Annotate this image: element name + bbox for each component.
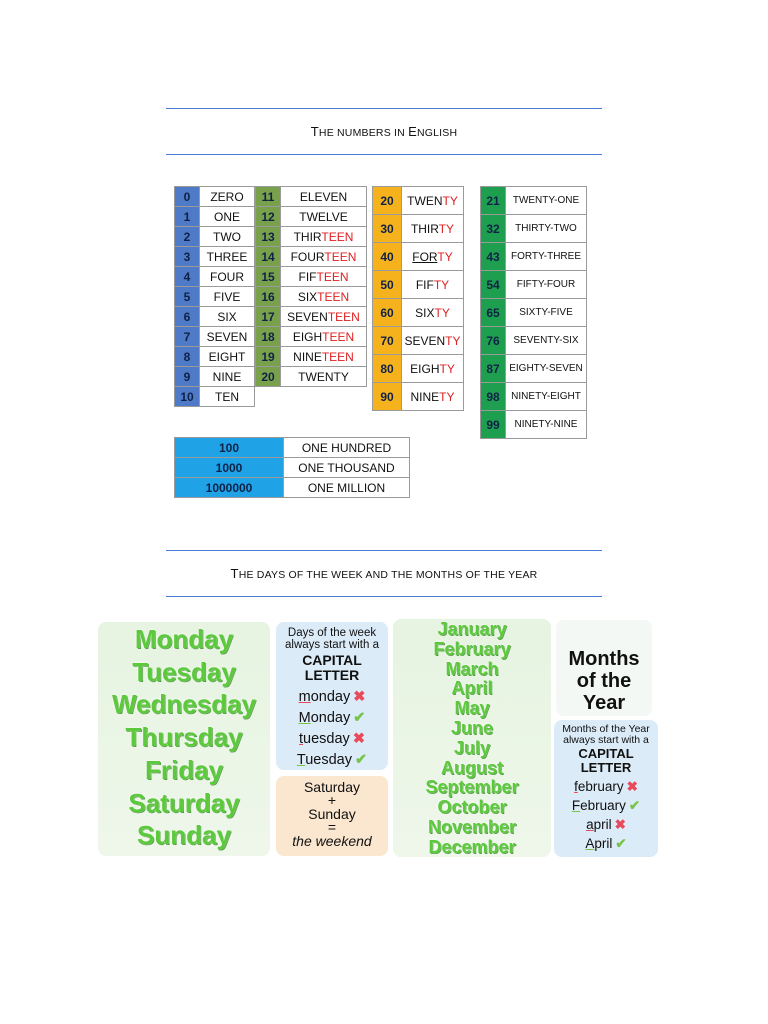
word-cell: NINETY-NINE bbox=[506, 411, 587, 439]
days-rule-line2: always start with a bbox=[285, 639, 379, 651]
table-row bbox=[373, 327, 464, 355]
word-cell bbox=[402, 355, 464, 383]
word-cell bbox=[281, 347, 367, 367]
example-first-letter: A bbox=[585, 836, 595, 851]
days-rule-line1: Days of the week bbox=[287, 627, 377, 639]
month-name: August bbox=[441, 757, 503, 778]
example-rest: ebruary bbox=[577, 779, 624, 794]
word-cell: NINE bbox=[200, 367, 255, 387]
table-row bbox=[373, 243, 464, 271]
weekend-saturday: Saturday bbox=[303, 779, 361, 795]
example-row bbox=[554, 796, 658, 815]
number-cell: 70 bbox=[373, 327, 402, 355]
word-cell bbox=[281, 227, 367, 247]
word-cell bbox=[281, 207, 367, 227]
number-cell: 13 bbox=[256, 227, 281, 247]
table-row bbox=[175, 207, 255, 227]
number-cell: 98 bbox=[481, 383, 506, 411]
numbers-heading bbox=[166, 124, 602, 139]
word-suffix: TY bbox=[434, 305, 450, 320]
word-base: TWENTY bbox=[298, 369, 349, 384]
word-cell bbox=[402, 383, 464, 411]
table-row bbox=[256, 227, 367, 247]
number-cell: 17 bbox=[256, 307, 281, 327]
numbers-table-0-10 bbox=[174, 186, 255, 407]
example-rest: uesday bbox=[305, 752, 352, 768]
day-name: Friday bbox=[144, 754, 224, 785]
month-name: September bbox=[425, 777, 519, 798]
word-cell: TEN bbox=[200, 387, 255, 407]
word-cell bbox=[281, 267, 367, 287]
example-first-letter: M bbox=[298, 710, 311, 726]
cross-icon: ✖ bbox=[626, 779, 638, 794]
numbers-table-11-20 bbox=[255, 186, 367, 387]
days-examples bbox=[276, 687, 388, 771]
check-icon: ✔ bbox=[628, 798, 641, 813]
number-cell: 16 bbox=[256, 287, 281, 307]
table-row bbox=[373, 187, 464, 215]
top-rule-1 bbox=[166, 108, 602, 109]
check-icon: ✔ bbox=[615, 836, 627, 851]
number-cell: 15 bbox=[256, 267, 281, 287]
word-suffix: TY bbox=[439, 361, 455, 376]
word-suffix: TEEN bbox=[321, 349, 354, 364]
number-cell: 30 bbox=[373, 215, 402, 243]
word-cell bbox=[281, 367, 367, 387]
table-row bbox=[256, 347, 367, 367]
number-cell: 50 bbox=[373, 271, 402, 299]
months-rule-capital: CAPITAL bbox=[578, 746, 634, 761]
number-cell: 20 bbox=[256, 367, 281, 387]
word-cell: FORTY-THREE bbox=[506, 243, 587, 271]
month-name: December bbox=[428, 836, 516, 857]
table-row bbox=[373, 271, 464, 299]
month-name: March bbox=[445, 658, 499, 679]
word-cell bbox=[402, 299, 464, 327]
example-row bbox=[554, 777, 658, 796]
word-suffix: TEEN bbox=[322, 329, 355, 344]
check-icon: ✔ bbox=[354, 752, 368, 768]
months-title-line3: Year bbox=[582, 692, 626, 714]
number-cell: 21 bbox=[481, 187, 506, 215]
word-base: FOR bbox=[412, 249, 438, 264]
number-cell: 2 bbox=[175, 227, 200, 247]
numbers-table-tens bbox=[372, 186, 464, 411]
day-name: Saturday bbox=[128, 787, 240, 818]
word-cell: FIFTY-FOUR bbox=[506, 271, 587, 299]
word-cell: TWO bbox=[200, 227, 255, 247]
table-row bbox=[256, 367, 367, 387]
word-cell bbox=[281, 187, 367, 207]
number-cell: 65 bbox=[481, 299, 506, 327]
months-title-line1: Months bbox=[568, 648, 640, 670]
number-cell: 40 bbox=[373, 243, 402, 271]
word-cell: SEVENTY-SIX bbox=[506, 327, 587, 355]
number-cell: 19 bbox=[256, 347, 281, 367]
word-base: ELEVEN bbox=[299, 189, 348, 204]
word-suffix: TEEN bbox=[321, 229, 354, 244]
number-cell: 10 bbox=[175, 387, 200, 407]
table-row bbox=[175, 187, 255, 207]
word-cell: ONE HUNDRED bbox=[284, 438, 410, 458]
number-cell: 7 bbox=[175, 327, 200, 347]
table-row bbox=[256, 287, 367, 307]
days-months-heading bbox=[166, 566, 602, 581]
table-row bbox=[373, 299, 464, 327]
number-cell: 80 bbox=[373, 355, 402, 383]
cross-icon: ✖ bbox=[614, 817, 626, 832]
word-cell bbox=[281, 327, 367, 347]
word-cell bbox=[402, 327, 464, 355]
word-cell: ONE THOUSAND bbox=[284, 458, 410, 478]
table-row bbox=[175, 367, 255, 387]
bottom-rule-1 bbox=[166, 154, 602, 155]
day-name: Sunday bbox=[137, 820, 231, 851]
weekend-panel bbox=[276, 776, 388, 856]
month-name: April bbox=[451, 678, 493, 699]
number-cell: 12 bbox=[256, 207, 281, 227]
example-rest: onday bbox=[310, 689, 351, 705]
table-row bbox=[373, 383, 464, 411]
example-first-letter: f bbox=[574, 779, 578, 794]
word-suffix: TY bbox=[445, 333, 461, 348]
months-examples bbox=[554, 777, 658, 853]
word-suffix: TY bbox=[437, 249, 453, 264]
day-name: Wednesday bbox=[111, 689, 256, 720]
word-cell: EIGHTY-SEVEN bbox=[506, 355, 587, 383]
number-cell: 1000 bbox=[175, 458, 284, 478]
bottom-rule-2 bbox=[166, 596, 602, 597]
months-rule-line1: Months of the Year bbox=[562, 723, 650, 735]
day-name: Monday bbox=[134, 624, 234, 654]
table-row bbox=[256, 307, 367, 327]
table-row bbox=[256, 187, 367, 207]
table-row bbox=[481, 327, 587, 355]
heading-cap: T bbox=[310, 124, 319, 139]
number-cell: 18 bbox=[256, 327, 281, 347]
word-base: THIR bbox=[410, 221, 439, 236]
word-cell: THIRTY-TWO bbox=[506, 215, 587, 243]
heading-cap: T bbox=[230, 566, 239, 581]
months-title-panel bbox=[556, 620, 652, 716]
table-row bbox=[481, 411, 587, 439]
table-row bbox=[481, 383, 587, 411]
word-cell: NINETY-EIGHT bbox=[506, 383, 587, 411]
example-first-letter: a bbox=[586, 817, 594, 832]
number-cell: 90 bbox=[373, 383, 402, 411]
number-cell: 43 bbox=[481, 243, 506, 271]
weekend-plus: + bbox=[327, 792, 337, 808]
heading-cap: E bbox=[408, 124, 417, 139]
word-cell: SIXTY-FIVE bbox=[506, 299, 587, 327]
months-list bbox=[393, 619, 551, 858]
number-cell: 1 bbox=[175, 207, 200, 227]
table-row bbox=[481, 355, 587, 383]
number-cell: 3 bbox=[175, 247, 200, 267]
word-base: THIR bbox=[293, 229, 322, 244]
number-cell: 99 bbox=[481, 411, 506, 439]
example-rest: pril bbox=[593, 817, 612, 832]
days-rule-capital: CAPITAL bbox=[302, 652, 362, 668]
word-cell: SEVEN bbox=[200, 327, 255, 347]
cross-icon: ✖ bbox=[352, 731, 365, 747]
word-cell bbox=[402, 271, 464, 299]
table-row bbox=[175, 478, 410, 498]
word-suffix: TY bbox=[433, 277, 450, 292]
month-name: November bbox=[427, 816, 517, 837]
number-cell: 100 bbox=[175, 438, 284, 458]
example-rest: ebruary bbox=[580, 798, 626, 813]
table-row bbox=[256, 267, 367, 287]
example-rest: pril bbox=[594, 836, 613, 851]
table-row bbox=[481, 299, 587, 327]
example-row bbox=[554, 815, 658, 834]
example-first-letter: T bbox=[296, 752, 306, 768]
word-suffix: TEEN bbox=[316, 269, 349, 284]
word-base: FOUR bbox=[290, 249, 325, 264]
weekend-equals: = bbox=[327, 819, 337, 835]
table-row bbox=[175, 287, 255, 307]
table-row bbox=[175, 387, 255, 407]
table-row bbox=[175, 247, 255, 267]
word-cell: TWENTY-ONE bbox=[506, 187, 587, 215]
number-cell: 32 bbox=[481, 215, 506, 243]
table-row bbox=[175, 307, 255, 327]
number-cell: 4 bbox=[175, 267, 200, 287]
word-cell: ZERO bbox=[200, 187, 255, 207]
month-name: June bbox=[450, 717, 493, 738]
check-icon: ✔ bbox=[353, 710, 366, 726]
month-name: May bbox=[454, 698, 490, 719]
table-row bbox=[481, 187, 587, 215]
numbers-table-compound bbox=[480, 186, 587, 439]
days-panel bbox=[98, 622, 270, 856]
number-cell: 76 bbox=[481, 327, 506, 355]
months-rule-panel bbox=[554, 720, 658, 857]
word-cell: THREE bbox=[200, 247, 255, 267]
month-name: July bbox=[453, 737, 491, 758]
month-name: January bbox=[437, 619, 507, 639]
word-cell: ONE MILLION bbox=[284, 478, 410, 498]
table-row bbox=[373, 355, 464, 383]
word-base: SIX bbox=[297, 289, 318, 304]
table-row bbox=[175, 267, 255, 287]
word-base: SIX bbox=[415, 305, 435, 320]
number-cell: 1000000 bbox=[175, 478, 284, 498]
word-cell bbox=[402, 187, 464, 215]
word-suffix: TY bbox=[442, 193, 458, 208]
word-base: EIGH bbox=[292, 329, 323, 344]
months-title-line2: of the bbox=[576, 670, 632, 692]
table-row bbox=[256, 207, 367, 227]
example-row bbox=[276, 750, 388, 771]
days-rule-panel bbox=[276, 622, 388, 770]
weekend-result: the weekend bbox=[292, 833, 372, 849]
word-cell bbox=[281, 247, 367, 267]
number-cell: 11 bbox=[256, 187, 281, 207]
top-rule-2 bbox=[166, 550, 602, 551]
number-cell: 20 bbox=[373, 187, 402, 215]
table-row bbox=[481, 215, 587, 243]
word-base: SEVEN bbox=[404, 333, 446, 348]
table-row bbox=[256, 327, 367, 347]
word-suffix: TEEN bbox=[324, 249, 357, 264]
heading-text: HE DAYS OF THE WEEK AND THE MONTHS OF THE YEAR bbox=[238, 569, 538, 581]
word-cell: SIX bbox=[200, 307, 255, 327]
table-row bbox=[175, 327, 255, 347]
heading-text: HE NUMBERS IN bbox=[318, 127, 409, 139]
number-cell: 5 bbox=[175, 287, 200, 307]
example-first-letter: m bbox=[298, 689, 311, 705]
example-rest: uesday bbox=[303, 731, 350, 747]
word-cell: FIVE bbox=[200, 287, 255, 307]
table-row bbox=[256, 247, 367, 267]
word-suffix: TY bbox=[439, 389, 455, 404]
example-row bbox=[276, 687, 388, 708]
heading-text: NGLISH bbox=[416, 127, 458, 139]
number-cell: 87 bbox=[481, 355, 506, 383]
word-cell: ONE bbox=[200, 207, 255, 227]
example-first-letter: t bbox=[299, 731, 304, 747]
table-row bbox=[175, 458, 410, 478]
word-suffix: TY bbox=[438, 221, 455, 236]
example-first-letter: F bbox=[571, 798, 581, 813]
word-cell bbox=[402, 243, 464, 271]
days-list bbox=[98, 622, 270, 852]
number-cell: 54 bbox=[481, 271, 506, 299]
number-cell: 6 bbox=[175, 307, 200, 327]
month-name: February bbox=[433, 638, 511, 659]
number-cell: 9 bbox=[175, 367, 200, 387]
example-rest: onday bbox=[310, 710, 351, 726]
word-base: NINE bbox=[410, 389, 440, 404]
word-cell: EIGHT bbox=[200, 347, 255, 367]
word-base: EIGH bbox=[410, 361, 440, 376]
word-base: FIF bbox=[415, 277, 434, 292]
example-row bbox=[276, 729, 388, 750]
number-cell: 14 bbox=[256, 247, 281, 267]
word-base: TWELVE bbox=[299, 209, 348, 224]
table-row bbox=[373, 215, 464, 243]
table-row bbox=[481, 271, 587, 299]
weekend-sunday: Sunday bbox=[308, 806, 356, 822]
table-row bbox=[175, 438, 410, 458]
word-base: FIF bbox=[298, 269, 317, 284]
table-row bbox=[175, 347, 255, 367]
example-row bbox=[554, 834, 658, 853]
word-cell bbox=[281, 287, 367, 307]
days-rule-letter: LETTER bbox=[304, 667, 360, 683]
word-cell bbox=[402, 215, 464, 243]
example-row bbox=[276, 708, 388, 729]
day-name: Thursday bbox=[125, 722, 243, 753]
number-cell: 8 bbox=[175, 347, 200, 367]
table-row bbox=[175, 227, 255, 247]
months-rule-letter: LETTER bbox=[580, 760, 632, 775]
table-row bbox=[481, 243, 587, 271]
number-cell: 60 bbox=[373, 299, 402, 327]
word-suffix: TEEN bbox=[327, 309, 360, 324]
word-cell: FOUR bbox=[200, 267, 255, 287]
word-base: TWEN bbox=[407, 193, 443, 208]
months-panel bbox=[393, 619, 551, 857]
months-rule-line2: always start with a bbox=[563, 734, 649, 746]
cross-icon: ✖ bbox=[353, 689, 366, 705]
day-name: Tuesday bbox=[132, 656, 236, 687]
word-cell bbox=[281, 307, 367, 327]
word-base: NINE bbox=[293, 349, 322, 364]
number-cell: 0 bbox=[175, 187, 200, 207]
word-base: SEVEN bbox=[287, 309, 328, 324]
word-suffix: TEEN bbox=[317, 289, 350, 304]
numbers-table-large bbox=[174, 437, 410, 498]
month-name: October bbox=[437, 797, 507, 818]
